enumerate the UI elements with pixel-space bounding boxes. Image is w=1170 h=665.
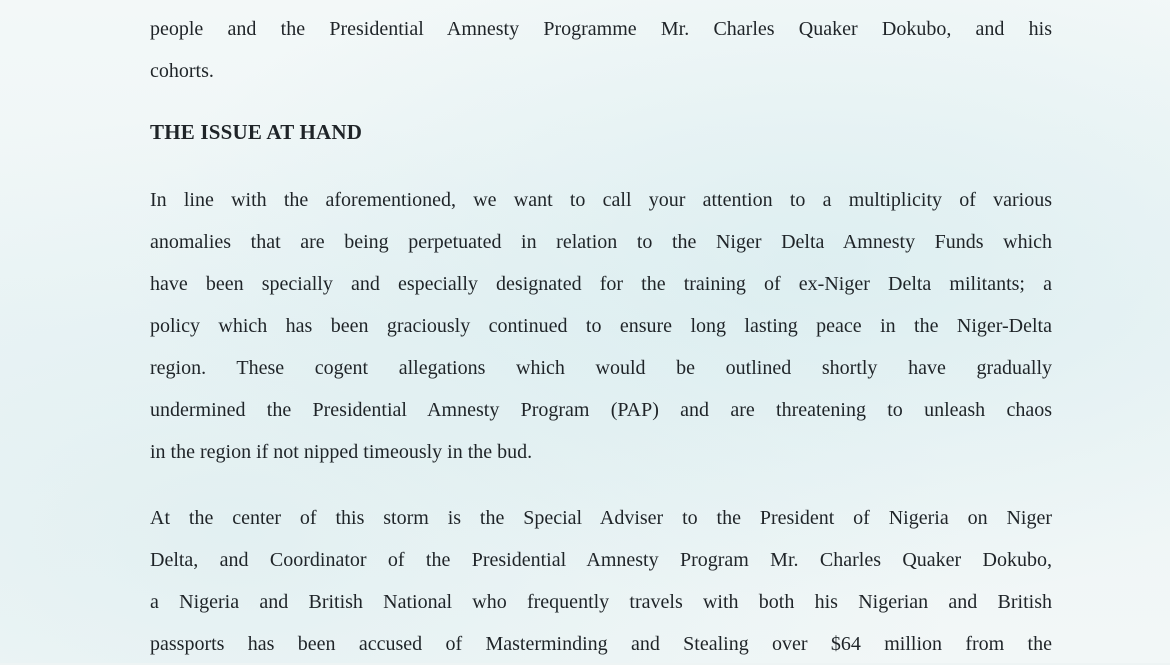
text-line: region. These cogent allegations which would be outlined shortly have gradually (150, 357, 1052, 379)
text-line: have been specially and especially designated for the training of ex-Niger Delta militants; a (150, 273, 1052, 295)
text-line: anomalies that are being perpetuated in relation to the Niger Delta Amnesty Funds which (150, 231, 1052, 253)
body-paragraph-2 (150, 497, 1052, 665)
text-line: in the region if not nipped timeously in the bud. (150, 441, 533, 463)
body-paragraph-1 (150, 179, 1052, 473)
text-line: undermined the Presidential Amnesty Program (PAP) and are threatening to unleash chaos (150, 399, 1052, 421)
text-line: policy which has been graciously continued to ensure long lasting peace in the Niger-Delta (150, 315, 1052, 337)
text-line: cohorts. (150, 60, 214, 82)
text-line: a Nigeria and British National who frequently travels with both his Nigerian and British (150, 591, 1052, 613)
text-line: people and the Presidential Amnesty Programme Mr. Charles Quaker Dokubo, and his (150, 18, 1052, 40)
text-line: At the center of this storm is the Special Adviser to the President of Nigeria on Niger (150, 507, 1052, 529)
text-line: In line with the aforementioned, we want to call your attention to a multiplicity of various (150, 189, 1052, 211)
text-line: passports has been accused of Masterminding and Stealing over $64 million from the (150, 633, 1052, 655)
text-line: Delta, and Coordinator of the Presidential Amnesty Program Mr. Charles Quaker Dokubo, (150, 549, 1052, 571)
section-heading: THE ISSUE AT HAND (150, 120, 363, 144)
intro-paragraph (150, 8, 1052, 92)
